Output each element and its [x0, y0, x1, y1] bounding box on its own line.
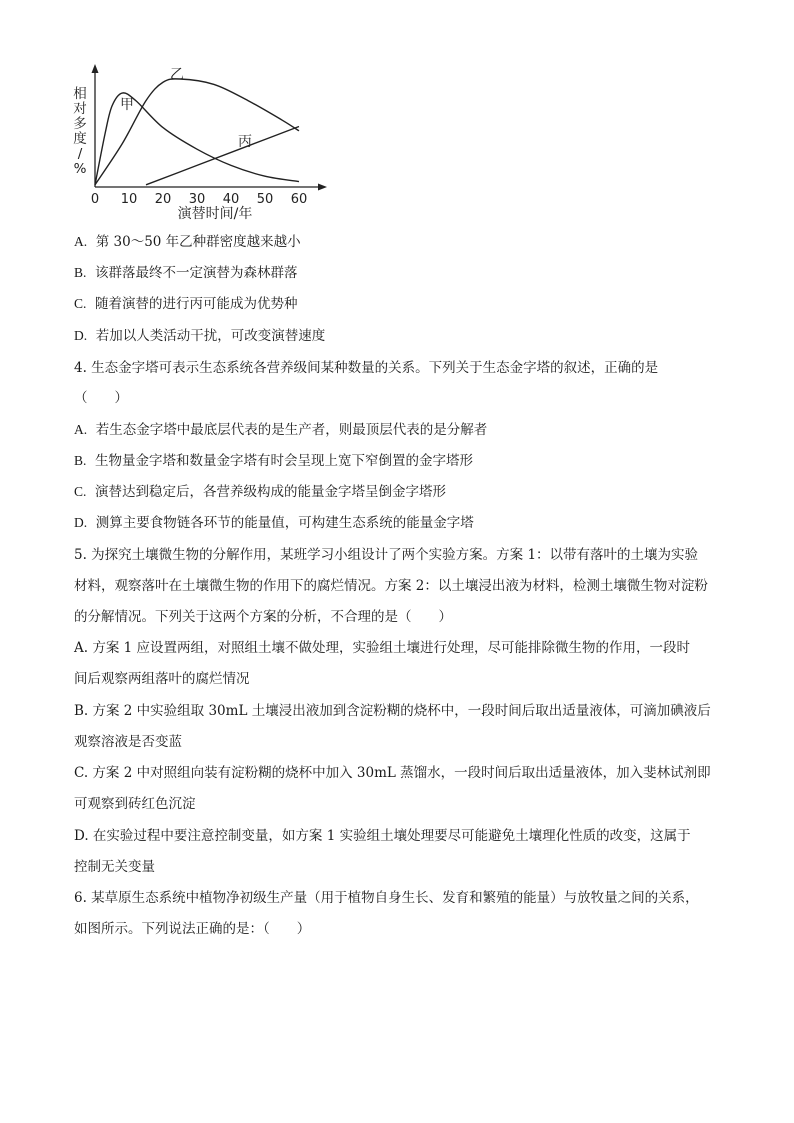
series-yi-curve	[95, 79, 299, 185]
y-axis-label-char: 相	[73, 86, 87, 102]
x-tick-label: 40	[222, 192, 240, 207]
option-text: 第 30～50 年乙种群密度越来越小	[95, 234, 301, 250]
y-axis-label-char: %	[73, 161, 87, 177]
option-letter: B.	[74, 265, 87, 280]
succession-chart	[0, 0, 794, 230]
y-axis-label-char: 对	[73, 101, 87, 117]
x-tick-label: 60	[290, 192, 308, 207]
series-label-bing: 丙	[238, 134, 252, 150]
q4-option-c	[74, 483, 446, 501]
option-text: 若生态金字塔中最底层代表的是生产者，则最顶层代表的是分解者	[95, 422, 488, 438]
x-tick-label: 0	[90, 192, 100, 207]
option-letter: D.	[74, 515, 88, 530]
q4-option-d	[74, 514, 474, 532]
q5-stem-line-3: 的分解情况。下列关于这两个方案的分析，不合理的是（ ）	[74, 609, 452, 625]
x-tick-label: 30	[188, 192, 206, 207]
x-tick-label: 50	[256, 192, 274, 207]
q5-option-d-line-1: D. 在实验过程中要注意控制变量，如方案 1 实验组土壤处理要尽可能避免土壤理化性质的改变，这属于	[74, 828, 691, 844]
q5-option-b-line-2: 观察溶液是否变蓝	[74, 734, 182, 750]
q5-option-c-line-1: C. 方案 2 中对照组向装有淀粉糊的烧杯中加入 30mL 蒸馏水，一段时间后取出适量液体，加入斐林试剂即	[74, 765, 711, 781]
option-letter: B.	[74, 453, 87, 468]
option-letter: D.	[74, 328, 88, 343]
q6-stem-line-2: 如图所示。下列说法正确的是：（ ）	[74, 921, 311, 937]
q4-stem-line-2: （ ）	[74, 390, 128, 406]
q5-option-a-line-1: A. 方案 1 应设置两组，对照组土壤不做处理，实验组土壤进行处理，尽可能排除微生物的作用，一段时	[74, 640, 691, 656]
option-text: 随着演替的进行丙可能成为优势种	[94, 296, 298, 312]
y-axis-arrow	[92, 64, 99, 73]
x-tick-label: 10	[120, 192, 138, 207]
q4-option-b	[74, 452, 473, 470]
option-text: 若加以人类活动干扰，可改变演替速度	[95, 328, 326, 344]
q6-stem-line-1: 6. 某草原生态系统中植物净初级生产量（用于植物自身生长、发育和繁殖的能量）与放牧量之间的关系，	[74, 890, 699, 906]
q5-option-b-line-1: B. 方案 2 中实验组取 30mL 土壤浸出液加到含淀粉糊的烧杯中，一段时间后取出适量液体，可滴加碘液后	[74, 703, 711, 719]
q5-option-a-line-2: 间后观察两组落叶的腐烂情况	[74, 671, 250, 687]
q5-option-d-line-2: 控制无关变量	[74, 859, 155, 875]
q5-stem-line-2: 材料，观察落叶在土壤微生物的作用下的腐烂情况。方案 2：以土壤浸出液为材料，检测土壤微生物对淀粉	[74, 578, 708, 594]
q3-option-c	[74, 295, 297, 313]
x-tick-labels	[91, 192, 307, 207]
option-text: 生物量金字塔和数量金字塔有时会呈现上宽下窄倒置的金字塔形	[94, 453, 473, 469]
option-letter: A.	[74, 422, 88, 437]
q5-stem-line-1: 5. 为探究土壤微生物的分解作用，某班学习小组设计了两个实验方案。方案 1：以带有落叶的土壤为实验	[74, 547, 699, 563]
q5-option-c-line-2: 可观察到砖红色沉淀	[74, 796, 196, 812]
option-letter: C.	[74, 296, 87, 311]
option-text: 测算主要食物链各环节的能量值，可构建生态系统的能量金字塔	[95, 515, 474, 531]
series-label-yi: 乙	[170, 67, 184, 83]
y-axis-label-char: /	[77, 146, 83, 162]
x-axis-label: 演替时间/年	[177, 206, 253, 222]
q3-option-d	[74, 327, 325, 345]
q3-option-a	[74, 233, 301, 251]
q4-option-a	[74, 421, 487, 439]
option-letter: C.	[74, 484, 87, 499]
series-label-jia: 甲	[120, 97, 134, 113]
q4-stem-line-1: 4. 生态金字塔可表示生态系统各营养级间某种数量的关系。下列关于生态金字塔的叙述，正确的是	[74, 360, 659, 376]
x-axis-arrow	[318, 184, 327, 191]
x-tick-label: 20	[154, 192, 172, 207]
y-axis-label-char: 多	[73, 116, 87, 132]
y-axis-label-char: 度	[73, 131, 87, 147]
option-text: 演替达到稳定后，各营养级构成的能量金字塔呈倒金字塔形	[94, 484, 446, 500]
series-bing-curve	[146, 127, 299, 185]
option-letter: A.	[74, 234, 88, 249]
y-axis-label	[73, 85, 87, 177]
q3-option-b	[74, 264, 297, 282]
option-text: 该群落最终不一定演替为森林群落	[94, 265, 298, 281]
